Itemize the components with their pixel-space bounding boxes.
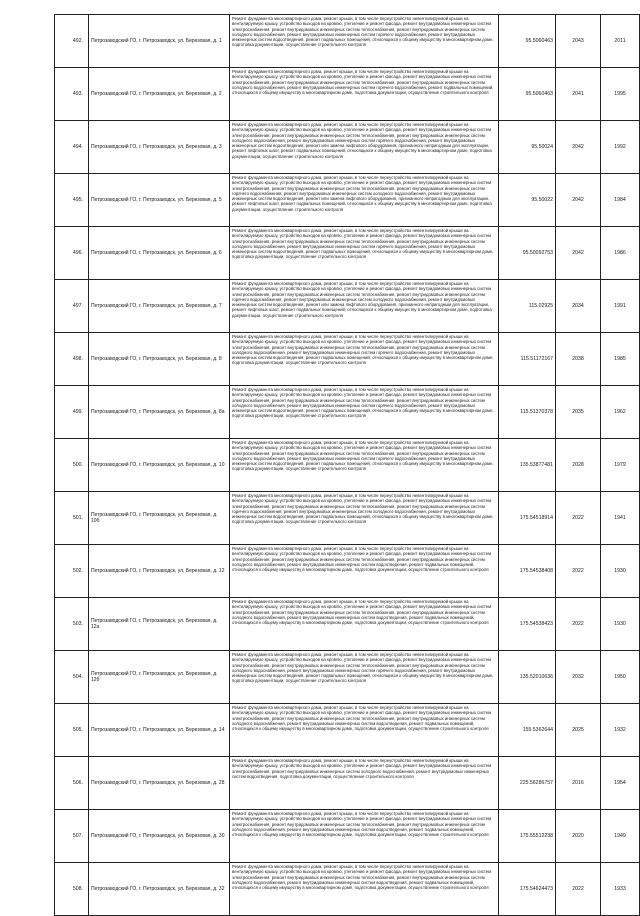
planned-year-cell: 2042 [556,227,601,280]
planned-year-cell: 2025 [556,704,601,757]
address-cell: Петрозаводский ГО, г. Петрозаводск, ул. Березовая, д. 3 [89,121,230,174]
build-year-cell: 1984 [601,174,640,227]
build-year-cell: 1954 [601,757,640,810]
address-cell: Петрозаводский ГО, г. Петрозаводск, ул. Березовая, д. 8а [89,386,230,439]
address-cell: Петрозаводский ГО, г. Петрозаводск, ул. Березовая, д. 8 [89,333,230,386]
build-year-cell: 1995 [601,68,640,121]
works-cell: Ремонт фундамента многоквартирного дома, ремонт крыши, в том числе переустройство невентилируемой крыши на вентилируемую крышу, устройство выходов на кровлю, утепление и ремонт фасада, ремонт внутридомовых инженерных систем электроснабжения, ремонт внутридомовых инженерных систем теплоснабжения, ремонт внутридомовых инженерных систем холодного водоснабжения, ремонт внутридомовых инженерных систем водоотведения, ремонт подвальных помещений, относящихся к общему имуществу в многоквартирном доме, подготовка документации, осуществление строительного контроля [230,598,499,651]
works-cell: Ремонт фундамента многоквартирного дома, ремонт крыши, в том числе переустройство невентилируемой крыши на вентилируемую крышу, устройство выходов на кровлю, утепление и ремонт фасада, ремонт внутридомовых инженерных систем электроснабжения, ремонт внутридомовых инженерных систем теплоснабжения, ремонт внутридомовых инженерных систем холодного водоснабжения, ремонт внутридомовых инженерных систем горячего водоснабжения, ремонт внутридомовых инженерных систем водоотведения, ремонт подвальных помещений, относящихся к общему имуществу в многоквартирном доме, подготовка документации, осуществление строительного контроля [230,651,499,704]
works-cell: Ремонт фундамента многоквартирного дома, ремонт крыши, в том числе переустройство невентилируемой крыши на вентилируемую крышу, устройство выходов на кровлю, утепление и ремонт фасада, ремонт внутридомовых инженерных систем электроснабжения, ремонт внутридомовых инженерных систем теплоснабжения, ремонт внутридомовых инженерных систем холодного водоснабжения, ремонт внутридомовых инженерных систем водоотведения, ремонт подвальных помещений, относящихся к общему имуществу в многоквартирном доме, подготовка документации, осуществление строительного контроля [230,545,499,598]
build-year-cell: 1991 [601,280,640,333]
planned-year-cell: 2043 [556,15,601,68]
cost-cell: 95.5060463 [499,68,556,121]
cost-cell: 225.56286757 [499,757,556,810]
build-year-cell: 1930 [601,598,640,651]
cost-cell: 135.52010636 [499,651,556,704]
repair-schedule-table [54,14,640,916]
cost-cell: 115.02925 [499,280,556,333]
works-cell: Ремонт фундамента многоквартирного дома, ремонт крыши, в том числе переустройство невентилируемой крыши на вентилируемую крышу, устройство выходов на кровлю, утепление и ремонт фасада, ремонт внутридомовых инженерных систем электроснабжения, ремонт внутридомовых инженерных систем теплоснабжения, ремонт внутридомовых инженерных систем холодного водоснабжения, ремонт внутридомовых инженерных систем водоотведения, ремонт подвальных помещений, относящихся к общему имуществу в многоквартирном доме, подготовка документации, осуществление строительного контроля [230,863,499,916]
planned-year-cell: 2042 [556,121,601,174]
address-cell: Петрозаводский ГО, г. Петрозаводск, ул. Березовая, д. 12б [89,651,230,704]
planned-year-cell: 2038 [556,333,601,386]
address-cell: Петрозаводский ГО, г. Петрозаводск, ул. Березовая, д. 12а [89,598,230,651]
works-cell: Ремонт фундамента многоквартирного дома, ремонт крыши, в том числе переустройство невентилируемой крыши на вентилируемую крышу, устройство выходов на кровлю, утепление и ремонт фасада, ремонт внутридомовых инженерных систем электроснабжения, ремонт внутридомовых инженерных систем теплоснабжения, ремонт внутридомовых инженерных систем холодного водоснабжения, ремонт внутридомовых инженерных систем водоотведения, ремонт подвальных помещений, относящихся к общему имуществу в многоквартирном доме, подготовка документации, осуществление строительного контроля [230,704,499,757]
cost-cell: 95.50092753 [499,227,556,280]
build-year-cell: 1962 [601,386,640,439]
row-number: 505. [55,704,89,757]
build-year-cell: 1941 [601,492,640,545]
address-cell: Петрозаводский ГО, г. Петрозаводск, ул. Березовая, д. 1 [89,15,230,68]
table-row [55,333,640,386]
table-row [55,863,640,916]
cost-cell: 155.5362644 [499,704,556,757]
row-number: 504. [55,651,89,704]
build-year-cell: 1985 [601,333,640,386]
works-cell: Ремонт фундамента многоквартирного дома, ремонт крыши, в том числе переустройство невентилируемой крыши на вентилируемую крышу, устройство выходов на кровлю, утепление и ремонт фасада, ремонт внутридомовых инженерных систем электроснабжения, ремонт внутридомовых инженерных систем холодного водоснабжения, ремонт внутридомовых инженерных систем водоотведения, подготовка документации, осуществление строительного контроля [230,757,499,810]
address-cell: Петрозаводский ГО, г. Петрозаводск, ул. Березовая, д. 14 [89,704,230,757]
row-number: 496. [55,227,89,280]
build-year-cell: 1932 [601,704,640,757]
table-row [55,545,640,598]
build-year-cell: 1979 [601,439,640,492]
build-year-cell: 1933 [601,863,640,916]
planned-year-cell: 2032 [556,651,601,704]
table-body [55,15,640,916]
row-number: 495. [55,174,89,227]
address-cell: Петрозаводский ГО, г. Петрозаводск, ул. Березовая, д. 32 [89,863,230,916]
row-number: 498. [55,333,89,386]
planned-year-cell: 2041 [556,68,601,121]
table-row [55,651,640,704]
row-number: 503. [55,598,89,651]
row-number: 497. [55,280,89,333]
planned-year-cell: 2016 [556,757,601,810]
cost-cell: 175.54538408 [499,545,556,598]
address-cell: Петрозаводский ГО, г. Петрозаводск, ул. Березовая, д. 6 [89,227,230,280]
works-cell: Ремонт фундамента многоквартирного дома, ремонт крыши, в том числе переустройство невентилируемой крыши на вентилируемую крышу, устройство выходов на кровлю, утепление и ремонт фасада, ремонт внутридомовых инженерных систем электроснабжения, ремонт внутридомовых инженерных систем теплоснабжения, ремонт внутридомовых инженерных систем горячего водоснабжения, ремонт внутридомовых инженерных систем холодного водоснабжения, ремонт внутридомовых инженерных систем водоотведения, ремонт или замена лифтового оборудования, признанного непригодным для эксплуатации, ремонт лифтовых шахт, ремонт подвальных помещений, относящихся к общему имуществу в многоквартирном доме, подготовка документации, осуществление строительного контроля [230,280,499,333]
build-year-cell: 1949 [601,810,640,863]
cost-cell: 135.53877481 [499,439,556,492]
cost-cell: 95.5060463 [499,15,556,68]
works-cell: Ремонт фундамента многоквартирного дома, ремонт крыши, в том числе переустройство невентилируемой крыши на вентилируемую крышу, устройство выходов на кровлю, утепление и ремонт фасада, ремонт внутридомовых инженерных систем электроснабжения, ремонт внутридомовых инженерных систем теплоснабжения, ремонт внутридомовых инженерных систем горячего водоснабжения, ремонт внутридомовых инженерных систем холодного водоснабжения, ремонт внутридомовых инженерных систем водоотведения, ремонт подвальных помещений, относящихся к общему имуществу в многоквартирном доме, подготовка документации, осуществление строительного контроля [230,492,499,545]
works-cell: Ремонт фундамента многоквартирного дома, ремонт крыши, в том числе переустройство невентилируемой крыши на вентилируемую крышу, устройство выходов на кровлю, утепление и ремонт фасада, ремонт внутридомовых инженерных систем электроснабжения, ремонт внутридомовых инженерных систем теплоснабжения, ремонт внутридомовых инженерных систем холодного водоснабжения, ремонт внутридомовых инженерных систем горячего водоснабжения, ремонт внутридомовых инженерных систем водоотведения, ремонт подвальных помещений, относящихся к общему имуществу в многоквартирном доме, подготовка документации, осуществление строительного контроля [230,15,499,68]
cost-cell: 175.54624473 [499,863,556,916]
works-cell: Ремонт фундамента многоквартирного дома, ремонт крыши, в том числе переустройство невентилируемой крыши на вентилируемую крышу, устройство выходов на кровлю, утепление и ремонт фасада, ремонт внутридомовых инженерных систем электроснабжения, ремонт внутридомовых инженерных систем теплоснабжения, ремонт внутридомовых инженерных систем холодного водоснабжения, ремонт внутридомовых инженерных систем горячего водоснабжения, ремонт внутридомовых инженерных систем водоотведения, ремонт подвальных помещений, относящихся к общему имуществу в многоквартирном доме, подготовка документации, осуществление строительного контроля [230,386,499,439]
works-cell: Ремонт фундамента многоквартирного дома, ремонт крыши, в том числе переустройство невентилируемой крыши на вентилируемую крышу, устройство выходов на кровлю, утепление и ремонт фасада, ремонт внутридомовых инженерных систем электроснабжения, ремонт внутридомовых инженерных систем теплоснабжения, ремонт внутридомовых инженерных систем холодного водоснабжения, ремонт внутридомовых инженерных систем горячего водоснабжения, ремонт внутридомовых инженерных систем водоотведения, ремонт или замена лифтового оборудования, признанного непригодным для эксплуатации, ремонт лифтовых шахт, ремонт подвальных помещений, относящихся к общему имуществу в многоквартирном доме, подготовка документации, осуществление строительного контроля [230,121,499,174]
table-row [55,15,640,68]
row-number: 508. [55,863,89,916]
table-row [55,121,640,174]
works-cell: Ремонт фундамента многоквартирного дома, ремонт крыши, в том числе переустройство невентилируемой крыши на вентилируемую крышу, устройство выходов на кровлю, утепление и ремонт фасада, ремонт внутридомовых инженерных систем электроснабжения, ремонт внутридомовых инженерных систем теплоснабжения, ремонт внутридомовых инженерных систем холодного водоснабжения, ремонт внутридомовых инженерных систем горячего водоснабжения, ремонт внутридомовых инженерных систем водоотведения, ремонт подвальных помещений, относящихся к общему имуществу в многоквартирном доме, подготовка документации, осуществление строительного контроля [230,227,499,280]
build-year-cell: 1950 [601,651,640,704]
works-cell: Ремонт фундамента многоквартирного дома, ремонт крыши, в том числе переустройство невентилируемой крыши на вентилируемую крышу, устройство выходов на кровлю, утепление и ремонт фасада, ремонт внутридомовых инженерных систем электроснабжения, ремонт внутридомовых инженерных систем теплоснабжения, ремонт внутридомовых инженерных систем холодного водоснабжения, ремонт внутридомовых инженерных систем водоотведения, ремонт подвальных помещений, относящихся к общему имуществу в многоквартирном доме, подготовка документации, осуществление строительного контроля [230,810,499,863]
works-cell: Ремонт фундамента многоквартирного дома, ремонт крыши, в том числе переустройство невентилируемой крыши на вентилируемую крышу, устройство выходов на кровлю, утепление и ремонт фасада, ремонт внутридомовых инженерных систем электроснабжения, ремонт внутридомовых инженерных систем теплоснабжения, ремонт внутридомовых инженерных систем горячего водоснабжения, ремонт внутридомовых инженерных систем холодного водоснабжения, ремонт внутридомовых инженерных систем водоотведения, ремонт или замена лифтового оборудования, признанного непригодным для эксплуатации, ремонт лифтовых шахт, ремонт подвальных помещений, относящихся к общему имуществу в многоквартирном доме, подготовка документации, осуществление строительного контроля [230,174,499,227]
table-row [55,386,640,439]
address-cell: Петрозаводский ГО, г. Петрозаводск, ул. Березовая, д. 12 [89,545,230,598]
planned-year-cell: 2034 [556,280,601,333]
planned-year-cell: 2035 [556,386,601,439]
row-number: 499. [55,386,89,439]
address-cell: Петрозаводский ГО, г. Петрозаводск, ул. Березовая, д. 5 [89,174,230,227]
table-row [55,439,640,492]
row-number: 492. [55,15,89,68]
table-row [55,174,640,227]
row-number: 507. [55,810,89,863]
table-row [55,68,640,121]
cost-cell: 175.54518914 [499,492,556,545]
works-cell: Ремонт фундамента многоквартирного дома, ремонт крыши, в том числе переустройство невентилируемой крыши на вентилируемую крышу, устройство выходов на кровлю, утепление и ремонт фасада, ремонт внутридомовых инженерных систем электроснабжения, ремонт внутридомовых инженерных систем теплоснабжения, ремонт внутридомовых инженерных систем холодного водоснабжения, ремонт внутридомовых инженерных систем горячего водоснабжения, ремонт внутридомовых инженерных систем водоотведения, ремонт подвальных помещений, относящихся к общему имуществу в многоквартирном доме, подготовка документации, осуществление строительного контроля [230,333,499,386]
cost-cell: 175.54538423 [499,598,556,651]
planned-year-cell: 2042 [556,174,601,227]
table-row [55,757,640,810]
cost-cell: 115.51172167 [499,333,556,386]
row-number: 494. [55,121,89,174]
address-cell: Петрозаводский ГО, г. Петрозаводск, ул. Березовая, д. 30 [89,810,230,863]
row-number: 501. [55,492,89,545]
address-cell: Петрозаводский ГО, г. Петрозаводск, ул. Березовая, д. 10б [89,492,230,545]
row-number: 502. [55,545,89,598]
planned-year-cell: 2022 [556,598,601,651]
row-number: 506. [55,757,89,810]
table-row [55,810,640,863]
planned-year-cell: 2022 [556,545,601,598]
table-row [55,492,640,545]
build-year-cell: 1930 [601,545,640,598]
build-year-cell: 1986 [601,227,640,280]
row-number: 500. [55,439,89,492]
table-row [55,704,640,757]
row-number: 493. [55,68,89,121]
works-cell: Ремонт фундамента многоквартирного дома, ремонт крыши, в том числе переустройство невентилируемой крыши на вентилируемую крышу, устройство выходов на кровлю, утепление и ремонт фасада, ремонт внутридомовых инженерных систем электроснабжения, ремонт внутридомовых инженерных систем теплоснабжения, ремонт внутридомовых инженерных систем холодного водоснабжения, ремонт внутридомовых инженерных систем горячего водоснабжения, ремонт внутридомовых инженерных систем водоотведения, ремонт подвальных помещений, относящихся к общему имуществу в многоквартирном доме, подготовка документации, осуществление строительного контроля [230,439,499,492]
address-cell: Петрозаводский ГО, г. Петрозаводск, ул. Березовая, д. 10 [89,439,230,492]
address-cell: Петрозаводский ГО, г. Петрозаводск, ул. Березовая, д. 2 [89,68,230,121]
address-cell: Петрозаводский ГО, г. Петрозаводск, ул. Березовая, д. 7 [89,280,230,333]
planned-year-cell: 2020 [556,810,601,863]
planned-year-cell: 2028 [556,439,601,492]
table-row [55,598,640,651]
address-cell: Петрозаводский ГО, г. Петрозаводск, ул. Березовая, д. 28 [89,757,230,810]
works-cell: Ремонт фундамента многоквартирного дома, ремонт крыши, в том числе переустройство невентилируемой крыши на вентилируемую крышу, устройство выходов на кровлю, утепление и ремонт фасада, ремонт внутридомовых инженерных систем электроснабжения, ремонт внутридомовых инженерных систем теплоснабжения, ремонт внутридомовых инженерных систем холодного водоснабжения, ремонт внутридомовых инженерных систем горячего водоснабжения, ремонт подвальных помещений, относящихся к общему имуществу в многоквартирном доме, подготовка документации, осуществление строительного контроля [230,68,499,121]
planned-year-cell: 2022 [556,492,601,545]
cost-cell: 95.50022 [499,174,556,227]
cost-cell: 175.55512238 [499,810,556,863]
cost-cell: 115.51370378 [499,386,556,439]
table-row [55,227,640,280]
build-year-cell: 1992 [601,121,640,174]
planned-year-cell: 2022 [556,863,601,916]
build-year-cell: 2011 [601,15,640,68]
cost-cell: 95.50024 [499,121,556,174]
table-row [55,280,640,333]
